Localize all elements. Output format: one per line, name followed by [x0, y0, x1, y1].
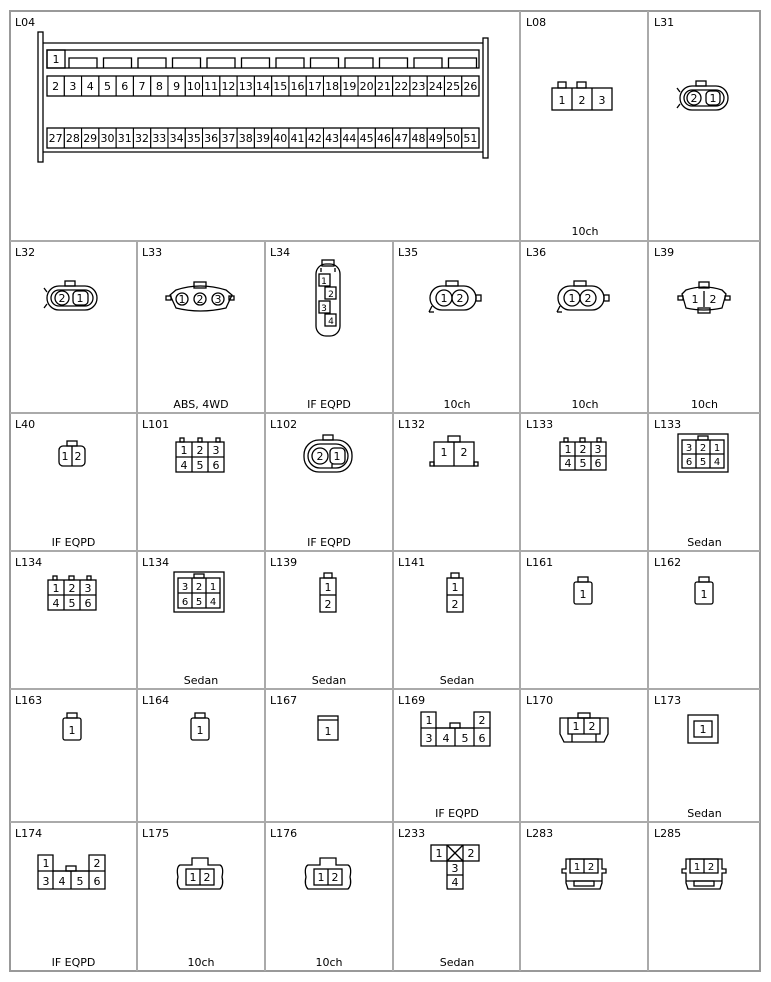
pin-1: 1	[209, 582, 217, 593]
pin-5: 5	[195, 597, 203, 608]
connector-label: L36	[526, 246, 547, 259]
pin-2: 2	[93, 857, 101, 870]
pin-1: 1	[61, 450, 69, 463]
pin-3: 3	[451, 862, 459, 875]
pin-6: 6	[181, 597, 189, 608]
pin-1: 1	[196, 724, 204, 737]
connector-note: 10ch	[571, 225, 599, 238]
cell-L141	[394, 552, 520, 688]
grid-line	[519, 11, 521, 971]
cell-L36	[522, 242, 648, 412]
pin-label: 3	[69, 80, 77, 93]
connector-L283-diagram	[522, 823, 648, 970]
pin-label: 35	[186, 132, 201, 145]
pin-4: 4	[328, 317, 334, 327]
pin-label: 11	[204, 80, 219, 93]
pin-label: 42	[307, 132, 322, 145]
pin-3: 3	[321, 304, 327, 314]
pin-3: 3	[598, 94, 606, 107]
connector-L34-diagram	[266, 242, 392, 412]
pin-5: 5	[461, 732, 469, 745]
connector-label: L39	[654, 246, 675, 259]
pin-label: 45	[359, 132, 374, 145]
connector-L36-diagram	[522, 242, 648, 412]
pin-3: 3	[214, 293, 222, 306]
cell-L233	[394, 823, 520, 970]
pin-3: 3	[42, 875, 50, 888]
pin-2: 2	[587, 862, 595, 873]
pin-4: 4	[451, 876, 459, 889]
connector-note: IF EQPD	[51, 536, 96, 549]
pin-label: 15	[273, 80, 288, 93]
cell-L167	[266, 690, 392, 821]
latch-tab	[173, 58, 201, 68]
pin-label: 41	[290, 132, 305, 145]
pin-4: 4	[713, 457, 721, 468]
pin-label: 38	[238, 132, 253, 145]
pin-1: 1	[333, 450, 341, 463]
connector-note: 10ch	[315, 956, 343, 969]
cell-L163	[11, 690, 136, 821]
connector-label: L34	[270, 246, 291, 259]
pin-2: 2	[578, 94, 586, 107]
pin-label: 10	[186, 80, 201, 93]
cell-L162	[650, 552, 759, 688]
pin-1: 1	[440, 292, 448, 305]
connector-L285-diagram	[650, 823, 759, 970]
grid-line	[10, 688, 760, 690]
pin-label: 1	[52, 53, 60, 66]
pin-2: 2	[324, 598, 332, 611]
connector-label: L174	[15, 827, 43, 840]
connector-note: IF EQPD	[307, 536, 351, 549]
pin-label: 9	[173, 80, 181, 93]
connector-label: L170	[526, 694, 554, 707]
pin-3: 3	[425, 732, 433, 745]
pin-label: 24	[428, 80, 443, 93]
pin-2: 2	[690, 92, 698, 105]
pin-label: 21	[376, 80, 391, 93]
latch-tab	[207, 58, 235, 68]
pin-label: 46	[376, 132, 391, 145]
pin-2: 2	[196, 293, 204, 306]
pin-label: 36	[204, 132, 219, 145]
connector-L35-diagram	[394, 242, 520, 412]
connector-L101-diagram	[138, 414, 264, 550]
pin-label: 2	[52, 80, 60, 93]
connector-label: L169	[398, 694, 426, 707]
cell-L175	[138, 823, 264, 970]
pin-1: 1	[324, 725, 332, 738]
pin-1: 1	[568, 292, 576, 305]
connector-L164-diagram	[138, 690, 264, 821]
pin-label: 6	[121, 80, 129, 93]
connector-note: ABS, 4WD	[173, 398, 229, 411]
cell-L132	[394, 414, 520, 550]
connector-L163-diagram	[11, 690, 136, 821]
pin-2: 2	[58, 292, 66, 305]
pin-label: 7	[138, 80, 146, 93]
grid-line	[10, 240, 760, 242]
connector-label: L134	[142, 556, 170, 569]
pin-1: 1	[52, 582, 60, 595]
cell-L101	[138, 414, 264, 550]
pin-label: 44	[342, 132, 357, 145]
pin-label: 49	[428, 132, 443, 145]
pin-label: 50	[446, 132, 461, 145]
pin-3: 3	[594, 443, 602, 456]
cell-L283	[522, 823, 648, 970]
pin-2: 2	[331, 871, 339, 884]
pin-1: 1	[572, 720, 580, 733]
connector-note: 10ch	[443, 398, 471, 411]
cell-L133b	[650, 414, 759, 550]
cell-L134b	[138, 552, 264, 688]
latch-tab	[69, 58, 97, 68]
connector-L167-diagram	[266, 690, 392, 821]
connector-label: L31	[654, 16, 675, 29]
pin-1: 1	[317, 871, 325, 884]
connector-L175-diagram	[138, 823, 264, 970]
pin-1: 1	[579, 588, 587, 601]
pin-1: 1	[564, 443, 572, 456]
connector-label: L161	[526, 556, 554, 569]
cell-L164	[138, 690, 264, 821]
cell-L40	[11, 414, 136, 550]
pin-2: 2	[699, 443, 707, 454]
cell-L133a	[522, 414, 648, 550]
pin-label: 8	[155, 80, 163, 93]
latch-tab	[414, 58, 442, 68]
pin-label: 16	[290, 80, 305, 93]
pin-1: 1	[189, 871, 197, 884]
pin-label: 48	[411, 132, 426, 145]
pin-label: 22	[394, 80, 409, 93]
connector-note: IF EQPD	[307, 398, 351, 411]
pin-label: 39	[256, 132, 270, 145]
connector-L08-diagram	[522, 12, 648, 240]
connector-label: L35	[398, 246, 419, 259]
pin-4: 4	[442, 732, 450, 745]
pin-label: 34	[169, 132, 184, 145]
pin-6: 6	[93, 875, 101, 888]
pin-label: 4	[86, 80, 94, 93]
pin-2: 2	[456, 292, 464, 305]
pin-2: 2	[579, 443, 587, 456]
cell-L33	[138, 242, 264, 412]
pin-1: 1	[693, 862, 701, 873]
pin-2: 2	[451, 598, 459, 611]
connector-label: L134	[15, 556, 43, 569]
pin-4: 4	[209, 597, 217, 608]
cell-L174	[11, 823, 136, 970]
connector-L102-diagram	[266, 414, 392, 550]
pin-1: 1	[68, 724, 76, 737]
cell-L139	[266, 552, 392, 688]
connector-label: L08	[526, 16, 547, 29]
connector-L133-diagram	[522, 414, 648, 550]
grid-line	[10, 821, 760, 823]
pin-2: 2	[707, 862, 715, 873]
cell-L285	[650, 823, 759, 970]
pin-1: 1	[440, 446, 448, 459]
cell-L173	[650, 690, 759, 821]
cell-L34	[266, 242, 392, 412]
pin-1: 1	[178, 293, 186, 306]
pin-label: 30	[100, 132, 115, 145]
pin-label: 5	[103, 80, 111, 93]
pin-2: 2	[196, 444, 204, 457]
pin-1: 1	[558, 94, 566, 107]
connector-label: L102	[270, 418, 298, 431]
connector-note: 10ch	[571, 398, 599, 411]
pin-label: 14	[256, 80, 270, 93]
connector-label: L164	[142, 694, 170, 707]
pin-1: 1	[76, 292, 84, 305]
pin-label: 26	[463, 80, 478, 93]
connector-note: 10ch	[187, 956, 215, 969]
pin-1: 1	[42, 857, 50, 870]
pin-label: 18	[325, 80, 340, 93]
pin-4: 4	[180, 459, 188, 472]
connector-L133-sedan-diagram	[650, 414, 759, 550]
connector-L139-diagram	[266, 552, 392, 688]
pin-6: 6	[478, 732, 486, 745]
pin-1: 1	[321, 277, 327, 287]
connector-label: L133	[526, 418, 554, 431]
pin-2: 2	[328, 290, 334, 300]
pin-label: 12	[221, 80, 236, 93]
pin-4: 4	[52, 597, 60, 610]
connector-label: L101	[142, 418, 170, 431]
pin-3: 3	[181, 582, 189, 593]
connector-label: L33	[142, 246, 163, 259]
pin-1: 1	[435, 847, 443, 860]
connector-label: L32	[15, 246, 36, 259]
connector-label: L162	[654, 556, 682, 569]
pin-label: 23	[411, 80, 426, 93]
pin-label: 19	[342, 80, 357, 93]
cell-L170	[522, 690, 648, 821]
connector-L04-diagram	[11, 12, 520, 240]
latch-tab	[449, 58, 477, 68]
connector-L134-diagram	[11, 552, 136, 688]
connector-L39-diagram	[650, 242, 759, 412]
pin-1: 1	[573, 862, 581, 873]
cell-L134a	[11, 552, 136, 688]
connector-label: L283	[526, 827, 554, 840]
connector-note: Sedan	[183, 674, 219, 687]
connector-label: L40	[15, 418, 36, 431]
pin-5: 5	[699, 457, 707, 468]
pin-label: 32	[135, 132, 150, 145]
connector-label: L176	[270, 827, 298, 840]
connector-L162-diagram	[650, 552, 759, 688]
connector-label: L173	[654, 694, 682, 707]
pin-label: 47	[394, 132, 409, 145]
latch-tab	[104, 58, 132, 68]
pin-2: 2	[316, 450, 324, 463]
latch-tab	[276, 58, 304, 68]
connector-label: L175	[142, 827, 170, 840]
connector-L174-diagram	[11, 823, 136, 970]
pin-3: 3	[84, 582, 92, 595]
connector-L32-diagram	[11, 242, 136, 412]
cell-L04	[11, 12, 520, 240]
grid-line	[264, 241, 266, 971]
pin-2: 2	[203, 871, 211, 884]
pin-1: 1	[709, 92, 717, 105]
connector-L31-diagram	[650, 12, 759, 240]
pin-1: 1	[324, 581, 332, 594]
pin-1: 1	[451, 581, 459, 594]
pin-label: 43	[325, 132, 340, 145]
pin-label: 25	[446, 80, 461, 93]
pin-2: 2	[584, 292, 592, 305]
grid-line	[10, 550, 760, 552]
connector-note: IF EQPD	[435, 807, 479, 820]
connector-note: Sedan	[439, 956, 475, 969]
pin-6: 6	[84, 597, 92, 610]
connector-label: L167	[270, 694, 298, 707]
pin-1: 1	[180, 444, 188, 457]
connector-label: L133	[654, 418, 682, 431]
pin-3: 3	[212, 444, 220, 457]
connector-L141-diagram	[394, 552, 520, 688]
cell-L176	[266, 823, 392, 970]
connector-label: L163	[15, 694, 43, 707]
cell-L102	[266, 414, 392, 550]
cell-L08	[522, 12, 648, 240]
connector-L169-diagram	[394, 690, 520, 821]
pin-5: 5	[196, 459, 204, 472]
pin-label: 40	[273, 132, 288, 145]
connector-label: L285	[654, 827, 682, 840]
connector-L134-sedan-diagram	[138, 552, 264, 688]
pin-1: 1	[425, 714, 433, 727]
latch-tab	[242, 58, 270, 68]
connector-L161-diagram	[522, 552, 648, 688]
pin-5: 5	[76, 875, 84, 888]
pin-3: 3	[685, 443, 693, 454]
cell-L32	[11, 242, 136, 412]
pin-label: 27	[48, 132, 63, 145]
connector-L233-diagram	[394, 823, 520, 970]
pin-label: 20	[359, 80, 374, 93]
connector-note: Sedan	[687, 807, 722, 820]
connector-label: L04	[15, 16, 36, 29]
pin-label: 37	[221, 132, 236, 145]
cell-L31	[650, 12, 759, 240]
pin-2: 2	[467, 847, 475, 860]
pin-label: 29	[83, 132, 98, 145]
latch-tab	[138, 58, 166, 68]
pin-label: 33	[152, 132, 167, 145]
pin-2: 2	[68, 582, 76, 595]
connector-L132-diagram	[394, 414, 520, 550]
pin-2: 2	[460, 446, 468, 459]
pin-1: 1	[699, 723, 707, 736]
connector-note: Sedan	[687, 536, 722, 549]
connector-note: IF EQPD	[51, 956, 96, 969]
latch-tab	[311, 58, 339, 68]
pin-2: 2	[74, 450, 82, 463]
connector-label: L141	[398, 556, 426, 569]
pin-4: 4	[58, 875, 66, 888]
pin-1: 1	[700, 588, 708, 601]
cell-L161	[522, 552, 648, 688]
pin-label: 17	[307, 80, 322, 93]
pin-5: 5	[68, 597, 76, 610]
cell-L39	[650, 242, 759, 412]
pin-6: 6	[212, 459, 220, 472]
pin-1: 1	[691, 293, 699, 306]
grid-line	[647, 11, 649, 971]
connector-L176-diagram	[266, 823, 392, 970]
pin-label: 51	[463, 132, 478, 145]
pin-label: 28	[65, 132, 80, 145]
latch-tab	[345, 58, 373, 68]
connector-note: Sedan	[311, 674, 347, 687]
connector-note: Sedan	[439, 674, 475, 687]
pin-2: 2	[588, 720, 596, 733]
pin-2: 2	[709, 293, 717, 306]
latch-tab	[380, 58, 408, 68]
cell-L35	[394, 242, 520, 412]
pin-label: 31	[117, 132, 132, 145]
pin-1: 1	[713, 443, 721, 454]
pin-4: 4	[564, 457, 572, 470]
connector-label: L233	[398, 827, 426, 840]
grid-line	[392, 241, 394, 971]
connector-L33-diagram	[138, 242, 264, 412]
connector-label: L132	[398, 418, 426, 431]
connector-L173-diagram	[650, 690, 759, 821]
connector-L40-diagram	[11, 414, 136, 550]
pin-2: 2	[478, 714, 486, 727]
pin-5: 5	[579, 457, 587, 470]
pin-6: 6	[594, 457, 602, 470]
grid-line	[10, 412, 760, 414]
pin-2: 2	[195, 582, 203, 593]
cell-L169	[394, 690, 520, 821]
pin-label: 13	[238, 80, 253, 93]
connector-L170-diagram	[522, 690, 648, 821]
connector-label: L139	[270, 556, 298, 569]
connector-note: 10ch	[690, 398, 719, 411]
pin-6: 6	[685, 457, 693, 468]
grid-line	[136, 241, 138, 971]
